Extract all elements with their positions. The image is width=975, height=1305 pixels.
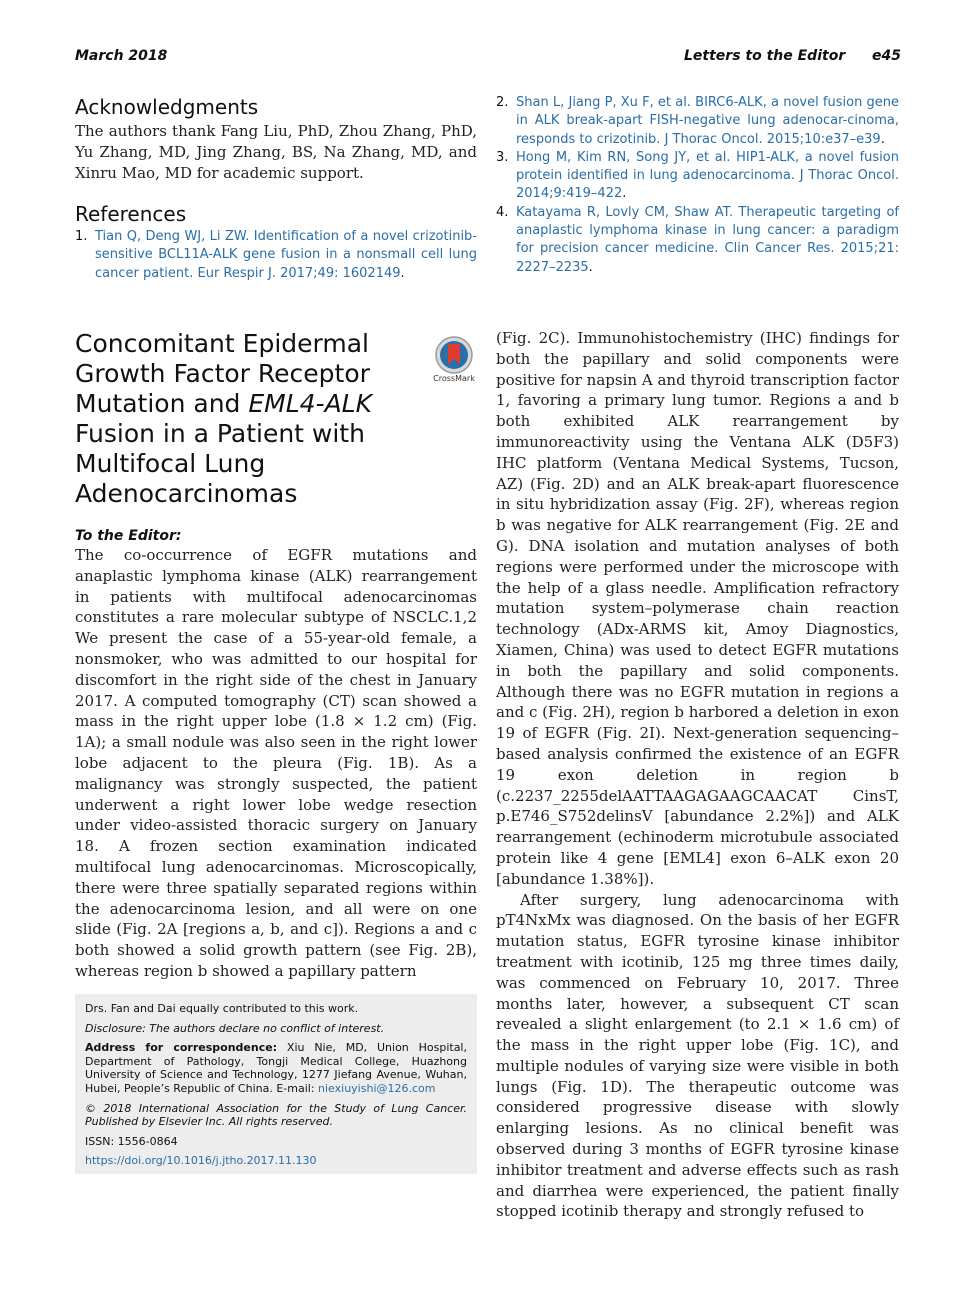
reference-link[interactable]: Katayama R, Lovly CM, Shaw AT. Therapeutic targeting of anaplastic lymphoma kinase in lung cancer: a paradigm for precision cancer medicine. Clin Cancer Res. 2015;21: 2227–2235: [516, 204, 899, 275]
reference-number: 4.: [496, 204, 509, 220]
article-info-box: [75, 994, 477, 1174]
crossmark-badge[interactable]: [429, 335, 479, 385]
letter-body-left: [75, 528, 477, 982]
correspondence-address: Address for correspondence: Xiu Nie, MD, Union Hospital, Department of Pathology, Tongji Medical College, Huazhong University of Science and Technology, 1277 Jiefang Avenue, Wuhan, Hubei, People’s Republic of China. E-mail: niexiuyishi@126.com: [85, 1041, 467, 1095]
reference-item[interactable]: 1. Tian Q, Deng WJ, Li ZW. Identification of a novel crizotinib-sensitive BCL11A-ALK gene fusion in a nonsmall cell lung cancer patient. Eur Respir J. 2017;49: 1602149.: [75, 229, 477, 281]
body-paragraph: The co-occurrence of EGFR mutations and anaplastic lymphoma kinase (ALK) rearrangement in patients with multifocal adenocarcinomas constitutes a rare molecular subtype of NSCLC.1,2 We present the case of a 55-year-old female, a nonsmoker, who was admitted to our hospital for discomfort in the right side of the chest in January 2017. A computed tomography (CT) scan showed a mass in the right upper lobe (1.8 × 1.2 cm) (Fig. 1A); a small nodule was also seen in the right lower lobe adjacent to the pleura (Fig. 1B). As a malignancy was strongly suspected, the patient underwent a right lower lobe wedge resection under video-assisted thoracic surgery on January 18. A frozen section examination indicated multifocal lung adenocarcinomas. Microscopically, there were three spatially separated regions within the adenocarcinoma lesion, and all were on one slide (Fig. 2A [regions a, b, and c]). Regions a and c both showed a solid growth pattern (see Fig. 2B), whereas region b showed a papillary pattern: [75, 546, 477, 980]
article-title: Concomitant Epidermal Growth Factor Receptor Mutation and EML4-ALK Fusion in a Patient with Multifocal Lung Adenocarcinomas: [75, 329, 373, 508]
copyright-note: © 2018 International Association for the Study of Lung Cancer. Published by Elsevier Inc. All rights reserved.: [85, 1101, 467, 1129]
reference-link[interactable]: Shan L, Jiang P, Xu F, et al. BIRC6-ALK, a novel fusion gene in ALK break-apart FISH-negative lung adenocar-cinoma, responds to crizotinib. J Thorac Oncol. 2015;10:e37–e39: [516, 95, 899, 147]
acknowledgments-text: The authors thank Fang Liu, PhD, Zhou Zhang, PhD, Yu Zhang, MD, Jing Zhang, BS, Na Zhang, MD, and Xinru Mao, MD for academic support.: [75, 122, 477, 182]
email-link[interactable]: niexiuyishi@126.com: [318, 1081, 436, 1095]
references-section: [75, 202, 477, 283]
reference-number: 2.: [496, 95, 509, 110]
reference-link[interactable]: Tian Q, Deng WJ, Li ZW. Identification of a novel crizotinib-sensitive BCL11A-ALK gene fusion in a nonsmall cell lung cancer patient. Eur Respir J. 2017;49: 1602149: [95, 229, 477, 281]
reference-number: 3.: [496, 149, 509, 165]
body-paragraph: After surgery, lung adenocarcinoma with pT4NxMx was diagnosed. On the basis of her EGFR mutation status, EGFR tyrosine kinase inhibitor treatment with icotinib, 125 mg three times daily, was commenced on February 10, 2017. Three months later, however, a subsequent CT scan revealed a slight enlargement (to 2.1 × 1.6 cm) of the mass in the right upper lobe (Fig. 1C), and multiple nodules of varying size were visible in both lungs (Fig. 1D). The therapeutic outcome was considered progressive disease with slowly enlarging lesions. As no clinical benefit was observed during 3 months of EGFR tyrosine kinase inhibitor treatment and adverse effects such as rash and diarrhea were experienced, the patient finally stopped icotinib therapy and strongly refused to: [496, 890, 899, 1221]
references-heading: References: [75, 202, 187, 226]
reference-item[interactable]: 2. Shan L, Jiang P, Xu F, et al. BIRC6-ALK, a novel fusion gene in ALK break-apart FISH-negative lung adenocar-cinoma, responds to crizotinib. J Thorac Oncol. 2015;10:e37–e39.: [496, 95, 899, 147]
crossmark-icon: [429, 335, 479, 385]
acknowledgments-section: [75, 95, 477, 184]
contribution-note: Drs. Fan and Dai equally contributed to this work.: [85, 1002, 359, 1015]
salutation: To the Editor:: [75, 528, 182, 544]
running-header-page: e45: [872, 48, 901, 64]
reference-item[interactable]: 3. Hong M, Kim RN, Song JY, et al. HIP1-ALK, a novel fusion protein identified in lung adenocarcinoma. J Thorac Oncol. 2014;9:419–422.: [496, 149, 899, 202]
running-header-section: Letters to the Editor: [684, 48, 846, 64]
body-paragraph: (Fig. 2C). Immunohistochemistry (IHC) findings for both the papillary and solid components were positive for napsin A and thyroid transcription factor 1, favoring a primary lung tumor. Regions a and b both exhibited ALK rearrangement by immunoreactivity using the Ventana ALK (D5F3) IHC platform (Ventana Medical Systems, Tucson, AZ) (Fig. 2D) and an ALK break-apart fluorescence in situ hybridization assay (Fig. 2F), whereas region b was negative for ALK rearrangement (Fig. 2E and G). DNA isolation and mutation analyses of both regions were performed under the microscope with the help of a glass needle. Amplification refractory mutation system–polymerase chain reaction technology (ADx-ARMS kit, Amoy Diagnostics, Xiamen, China) was used to detect EGFR mutations in both the papillary and solid components. Although there was no EGFR mutation in regions a and c (Fig. 2H), region b harbored a deletion in exon 19 of EGFR (Fig. 2I). Next-generation sequencing–based analysis confirmed the existence of an EGFR 19 exon deletion in region b (c.2237_2255delAATTAAGAGAAGCAACAT CinsT, p.E746_S752delinsV [abundance 2.2%]) and ALK rearrangement (echinoderm microtubule associated protein like 4 gene [EML4] exon 6–ALK exon 20 [abundance 1.38%]).: [496, 329, 899, 888]
acknowledgments-heading: Acknowledgments: [75, 95, 259, 119]
reference-item[interactable]: 4. Katayama R, Lovly CM, Shaw AT. Therapeutic targeting of anaplastic lymphoma kinase in lung cancer: a paradigm for precision cancer medicine. Clin Cancer Res. 2015;21: 2227–2235.: [496, 204, 899, 275]
running-header-date: March 2018: [75, 48, 168, 64]
reference-number: 1.: [75, 229, 88, 244]
svg-text:CrossMark: CrossMark: [433, 374, 475, 383]
issn: ISSN: 1556-0864: [85, 1134, 178, 1148]
doi-link[interactable]: https://doi.org/10.1016/j.jtho.2017.11.130: [85, 1154, 317, 1168]
letter-body-right: [496, 328, 899, 1222]
reference-link[interactable]: Hong M, Kim RN, Song JY, et al. HIP1-ALK, a novel fusion protein identified in lung adenocarcinoma. J Thorac Oncol. 2014;9:419–422: [516, 149, 899, 202]
disclosure-note: Disclosure: The authors declare no conflict of interest.: [85, 1021, 385, 1035]
references-continued: [496, 94, 899, 277]
